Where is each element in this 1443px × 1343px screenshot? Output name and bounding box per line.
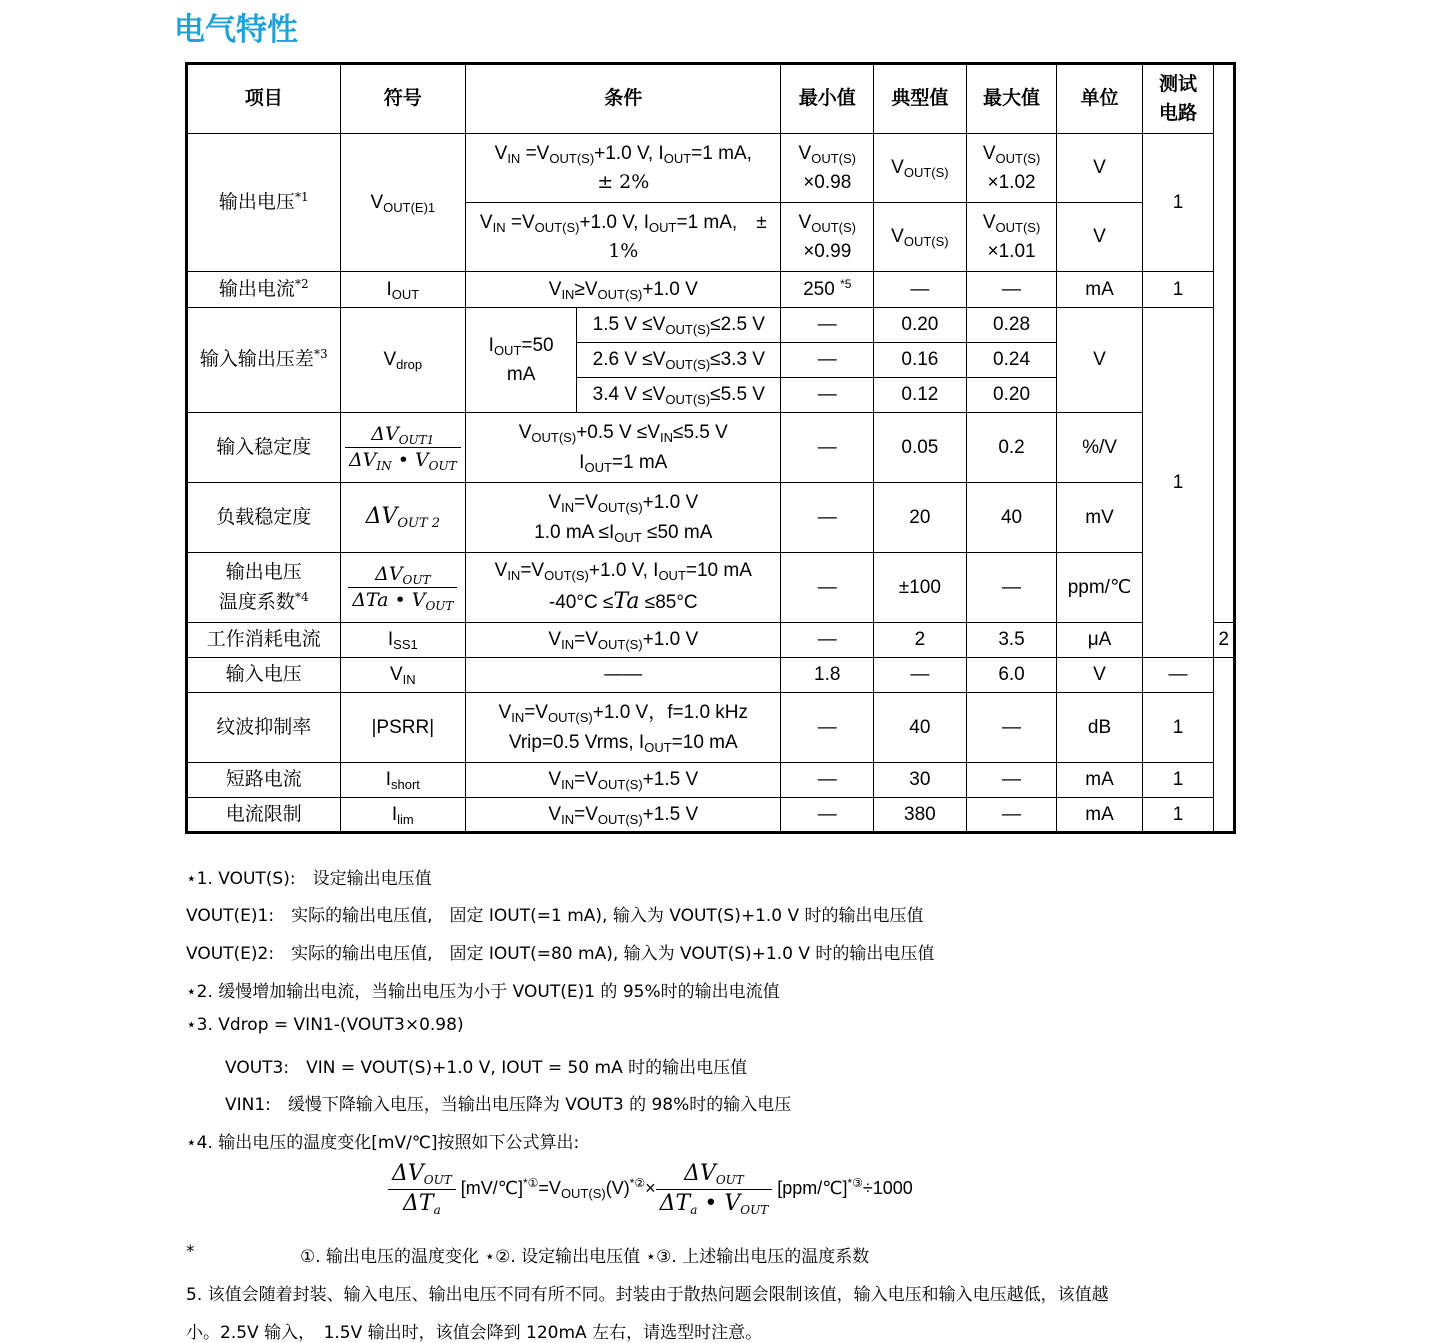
- min-vdrop-1: —: [781, 308, 874, 343]
- min-vout-1: $V_{OUT(S)}$ ×0.98: [781, 134, 874, 203]
- note-vin1: VIN1: 缓慢下降输入电压，当输出电压降为 VOUT3 的 98%时的输入电压: [225, 1095, 792, 1115]
- max-vout-2: $V_{OUT(S)}$ ×1.01: [966, 203, 1057, 272]
- symbol-vout-e1: $V_{OUT(E)1}$: [340, 134, 466, 272]
- item-current-limit: 电流限制: [187, 798, 341, 833]
- condition-temp-coefficient: $V_{IN}=V_{OUT(S)}+1.0$ V, $I_{OUT}=10$ mA -40°C ≤Ta ≤85°C: [466, 553, 781, 623]
- circuit-iout: 1: [1142, 272, 1214, 308]
- note-vout-e1: VOUT(E)1: 实际的输出电压值, 固定 IOUT(=1 mA), 输入为 VOUT(S)+1.0 V 时的输出电压值: [186, 906, 924, 926]
- circuit-vin: —: [1142, 658, 1214, 693]
- condition-ilim: $V_{IN}=V_{OUT(S)}+1.5$ V: [466, 798, 781, 833]
- item-load-regulation: 负载稳定度: [187, 483, 341, 553]
- condition-vdrop-range-3: 3.4 $V \le V_{OUT(S)}\le 5.5$ V: [577, 378, 781, 413]
- circuit-iss1: 2: [1214, 623, 1235, 658]
- max-psrr: —: [966, 693, 1057, 763]
- unit-load-regulation: mV: [1057, 483, 1142, 553]
- condition-vin: ——: [466, 658, 781, 693]
- symbol-psrr: |PSRR|: [340, 693, 466, 763]
- condition-vdrop-iout: $I_{OUT}=50$ mA: [466, 308, 577, 413]
- min-iss1: —: [781, 623, 874, 658]
- table-row: [187, 798, 1235, 833]
- min-ishort: —: [781, 763, 874, 798]
- formula-fraction-left: $\frac{\Delta V_{OUT}}{\Delta T_a}$: [388, 1160, 456, 1218]
- min-vdrop-2: —: [781, 343, 874, 378]
- table-row: [187, 763, 1235, 798]
- typ-temp-coefficient: ±100: [874, 553, 967, 623]
- min-vdrop-3: —: [781, 378, 874, 413]
- min-vout-2: $V_{OUT(S)}$ ×0.99: [781, 203, 874, 272]
- min-vin: 1.8: [781, 658, 874, 693]
- header-max: 最大值: [966, 64, 1057, 134]
- note-2: ⋆2. 缓慢增加输出电流，当输出电压为小于 VOUT(E)1 的 95%时的输出电流值: [186, 982, 780, 1002]
- table-row: [187, 693, 1235, 763]
- unit-vdrop: V: [1057, 308, 1142, 413]
- typ-load-regulation: 20: [874, 483, 967, 553]
- table-header-row: [187, 64, 1235, 134]
- circuit-ilim: 1: [1142, 798, 1214, 833]
- min-load-regulation: —: [781, 483, 874, 553]
- item-line-regulation: 输入稳定度: [187, 413, 341, 483]
- header-unit: 单位: [1057, 64, 1142, 134]
- table-row: [187, 623, 1235, 658]
- max-vdrop-1: 0.28: [966, 308, 1057, 343]
- unit-line-regulation: %/V: [1057, 413, 1142, 483]
- typ-psrr: 40: [874, 693, 967, 763]
- page-title: 电气特性: [174, 12, 298, 48]
- note-5-line1: 5. 该值会随着封装、输入电压、输出电压不同有所不同。封装由于散热问题会限制该值，输入电压和输入电压越低，该值越: [186, 1285, 1109, 1305]
- unit-vin: V: [1057, 658, 1142, 693]
- symbol-line-regulation: $\frac{\Delta V_{OUT1}}{\Delta V_{IN} • V_{OUT}}$: [340, 413, 466, 483]
- formula-fraction-right: $\frac{\Delta V_{OUT}}{\Delta T_a • V_{OUT}}$: [656, 1160, 773, 1218]
- table-row: [187, 553, 1235, 623]
- max-vin: 6.0: [966, 658, 1057, 693]
- typ-iout: —: [874, 272, 967, 308]
- symbol-load-regulation: $\Delta V_{OUT 2}$: [340, 483, 466, 553]
- header-typ: 典型值: [874, 64, 967, 134]
- max-temp-coefficient: —: [966, 553, 1057, 623]
- unit-vout-1: V: [1057, 134, 1142, 203]
- condition-psrr: $V_{IN}=V_{OUT(S)}+1.0$ V，f=1.0 kHz Vrip=0.5 Vrms, $I_{OUT}=10$ mA: [466, 693, 781, 763]
- circuit-psrr: 1: [1142, 693, 1214, 763]
- min-ilim: —: [781, 798, 874, 833]
- typ-vout-1: $V_{OUT(S)}$: [874, 134, 967, 203]
- symbol-iss1: $I_{SS1}$: [340, 623, 466, 658]
- table-row: [187, 483, 1235, 553]
- header-circuit: 测试 电路: [1142, 64, 1214, 134]
- condition-ishort: $V_{IN}=V_{OUT(S)}+1.5$ V: [466, 763, 781, 798]
- condition-vdrop-range-1: 1.5 $V \le V_{OUT(S)}\le 2.5$ V: [577, 308, 781, 343]
- unit-iout: mA: [1057, 272, 1142, 308]
- header-min: 最小值: [781, 64, 874, 134]
- max-ilim: —: [966, 798, 1057, 833]
- circuit-group: 1: [1142, 308, 1214, 658]
- symbol-vin: $V_{IN}$: [340, 658, 466, 693]
- unit-vout-2: V: [1057, 203, 1142, 272]
- header-condition: 条件: [466, 64, 781, 134]
- symbol-ilim: $I_{lim}$: [340, 798, 466, 833]
- min-iout: 250 $^{*5}$: [781, 272, 874, 308]
- min-temp-coefficient: —: [781, 553, 874, 623]
- condition-vout-1pct: $V_{IN} =V_{OUT(S)}+1.0$ V, $I_{OUT}=1$ mA, ± 1%: [466, 203, 781, 272]
- item-dropout-voltage: 输入输出压差$^{*3}$: [187, 308, 341, 413]
- typ-ilim: 380: [874, 798, 967, 833]
- item-psrr: 纹波抑制率: [187, 693, 341, 763]
- table-row: [187, 308, 1235, 343]
- table-row: [187, 658, 1235, 693]
- item-input-voltage: 输入电压: [187, 658, 341, 693]
- typ-vdrop-3: 0.12: [874, 378, 967, 413]
- symbol-iout: $I_{OUT}$: [340, 272, 466, 308]
- typ-vdrop-1: 0.20: [874, 308, 967, 343]
- unit-iss1: μA: [1057, 623, 1142, 658]
- typ-vin: —: [874, 658, 967, 693]
- max-load-regulation: 40: [966, 483, 1057, 553]
- table-row: [187, 272, 1235, 308]
- item-temp-coefficient: 输出电压 温度系数$^{*4}$: [187, 553, 341, 623]
- condition-vdrop-range-2: 2.6 $V \le V_{OUT(S)}\le 3.3$ V: [577, 343, 781, 378]
- typ-line-regulation: 0.05: [874, 413, 967, 483]
- unit-temp-coefficient: ppm/℃: [1057, 553, 1142, 623]
- condition-line-regulation: $V_{OUT(S)}+0.5$ $V \le V_{IN}\le 5.5$ V $I_{OUT}=1$ mA: [466, 413, 781, 483]
- electrical-characteristics-table: [185, 62, 1236, 834]
- note-1: ⋆1. VOUT(S): 设定输出电压值: [186, 869, 432, 889]
- max-vout-1: $V_{OUT(S)}$ ×1.02: [966, 134, 1057, 203]
- unit-ishort: mA: [1057, 763, 1142, 798]
- circuit-ishort: 1: [1142, 763, 1214, 798]
- symbol-ishort: $I_{short}$: [340, 763, 466, 798]
- typ-iss1: 2: [874, 623, 967, 658]
- note-3: ⋆3. Vdrop = VIN1-(VOUT3×0.98): [186, 1015, 464, 1035]
- header-symbol: 符号: [340, 64, 466, 134]
- symbol-vdrop: $V_{drop}$: [340, 308, 466, 413]
- note-markers: ①. 输出电压的温度变化 ⋆②. 设定输出电压值 ⋆③. 上述输出电压的温度系数: [300, 1247, 870, 1267]
- max-vdrop-3: 0.20: [966, 378, 1057, 413]
- condition-iout: $V_{IN}\ge V_{OUT(S)}+1.0$ V: [466, 272, 781, 308]
- min-line-regulation: —: [781, 413, 874, 483]
- max-line-regulation: 0.2: [966, 413, 1057, 483]
- note-5-line2: 小。2.5V 输入， 1.5V 输出时，该值会降到 120mA 左右，请选型时注意。: [186, 1323, 763, 1343]
- item-supply-current: 工作消耗电流: [187, 623, 341, 658]
- symbol-temp-coefficient: $\frac{\Delta V_{OUT}}{\Delta Ta • V_{OUT}}$: [340, 553, 466, 623]
- condition-iss1: $V_{IN}=V_{OUT(S)}+1.0$ V: [466, 623, 781, 658]
- min-psrr: —: [781, 693, 874, 763]
- max-iss1: 3.5: [966, 623, 1057, 658]
- note-vout-e2: VOUT(E)2: 实际的输出电压值, 固定 IOUT(=80 mA), 输入为 VOUT(S)+1.0 V 时的输出电压值: [186, 944, 935, 964]
- typ-ishort: 30: [874, 763, 967, 798]
- temp-coefficient-formula: $\frac{\Delta V_{OUT}}{\Delta T_a}$ $[mV/℃]^{*①}=V_{OUT(S)}(V)^{*②}\times$ $\frac{\Delta V_{OUT}}{\Delta T_a • V_{OUT}}$ [ppm/℃]*③÷1000: [388, 1160, 913, 1218]
- condition-load-regulation: $V_{IN}=V_{OUT(S)}+1.0$ V 1.0 mA $\le I_{OUT} \le 50$ mA: [466, 483, 781, 553]
- max-vdrop-2: 0.24: [966, 343, 1057, 378]
- note-vout3: VOUT3: VIN = VOUT(S)+1.0 V, IOUT = 50 mA 时的输出电压值: [225, 1058, 748, 1078]
- typ-vdrop-2: 0.16: [874, 343, 967, 378]
- header-item: 项目: [187, 64, 341, 134]
- max-iout: —: [966, 272, 1057, 308]
- unit-psrr: dB: [1057, 693, 1142, 763]
- table-row: [187, 413, 1235, 483]
- typ-vout-2: $V_{OUT(S)}$: [874, 203, 967, 272]
- unit-ilim: mA: [1057, 798, 1142, 833]
- note-markers-asterisk: *: [186, 1242, 195, 1262]
- note-4: ⋆4. 输出电压的温度变化[mV/℃]按照如下公式算出:: [186, 1133, 580, 1153]
- circuit-vout: 1: [1142, 134, 1214, 272]
- condition-vout-2pct: $V_{IN} =V_{OUT(S)}+1.0$ V, $I_{OUT}=1$ mA, ± 2%: [466, 134, 781, 203]
- table-row: [187, 134, 1235, 203]
- max-ishort: —: [966, 763, 1057, 798]
- item-short-current: 短路电流: [187, 763, 341, 798]
- item-output-voltage: 输出电压$^{*1}$: [187, 134, 341, 272]
- item-output-current: 输出电流$^{*2}$: [187, 272, 341, 308]
